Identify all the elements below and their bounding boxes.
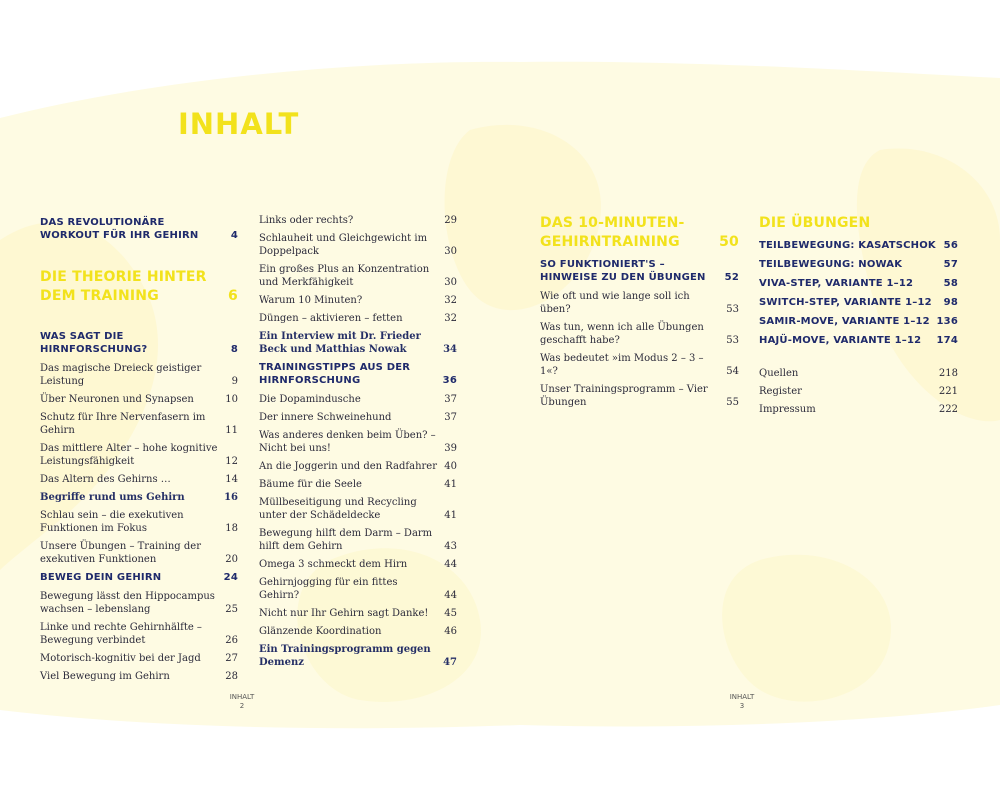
- toc-entry-title: BEWEG DEIN GEHIRN: [40, 572, 162, 583]
- toc-entry-title: Was anderes denken beim Üben? – Nicht bei uns!: [259, 430, 436, 454]
- toc-section-heading[interactable]: [759, 334, 958, 347]
- toc-entry[interactable]: [40, 362, 238, 388]
- toc-page-number: 56: [943, 240, 958, 251]
- toc-entry-title: Schutz für Ihre Nervenfasern im Gehirn: [40, 412, 206, 436]
- toc-entry-title: Quellen: [759, 368, 799, 379]
- toc-column-1: [40, 214, 238, 688]
- toc-entry-title: DIE THEORIE HINTER DEM TRAINING: [40, 269, 207, 304]
- toc-page-number: 11: [225, 425, 238, 436]
- toc-entry[interactable]: [259, 214, 457, 227]
- toc-section-heading[interactable]: [759, 258, 958, 271]
- toc-page-number: 8: [230, 344, 238, 355]
- toc-entry-title: TEILBEWEGUNG: NOWAK: [759, 259, 903, 270]
- toc-page-number: 41: [444, 510, 457, 521]
- toc-page-number: 47: [443, 657, 457, 668]
- toc-entry-title: Das magische Dreieck geistiger Leistung: [40, 363, 202, 387]
- toc-entry-title: TRAININGSTIPPS AUS DER HIRNFORSCHUNG: [259, 362, 411, 386]
- toc-entry-title: SWITCH-STEP, VARIANTE 1–12: [759, 297, 932, 308]
- toc-page-number: 10: [225, 394, 238, 405]
- toc-page-number: 46: [444, 626, 457, 637]
- toc-entry[interactable]: [259, 576, 457, 602]
- toc-entry-title: Ein großes Plus an Konzentration und Merkfähigkeit: [259, 264, 430, 288]
- folio-label: INHALT: [229, 693, 255, 701]
- toc-column-3: [540, 214, 739, 414]
- toc-entry-title: Der innere Schweinehund: [259, 412, 392, 423]
- toc-entry-title: HAJÜ-MOVE, VARIANTE 1–12: [759, 335, 922, 346]
- toc-page-number: 222: [938, 404, 958, 415]
- toc-page-number: 18: [225, 523, 238, 534]
- toc-entry-title: Was bedeutet »im Modus 2 – 3 – 1«?: [540, 353, 704, 377]
- toc-entry[interactable]: [259, 625, 457, 638]
- toc-page-number: 58: [943, 278, 958, 289]
- toc-entry[interactable]: [540, 290, 739, 316]
- toc-section-heading[interactable]: [40, 330, 238, 356]
- toc-page-number: 30: [444, 246, 457, 257]
- toc-entry-title: Unser Trainingsprogramm – Vier Übungen: [540, 384, 708, 408]
- toc-page-number: 43: [444, 541, 457, 552]
- toc-entry[interactable]: [759, 367, 958, 380]
- toc-entry-title: Nicht nur Ihr Gehirn sagt Danke!: [259, 608, 429, 619]
- toc-section-heading[interactable]: [759, 239, 958, 252]
- toc-entry[interactable]: [759, 403, 958, 416]
- toc-entry-title: Begriffe rund ums Gehirn: [40, 492, 185, 503]
- toc-page-number: 44: [444, 559, 457, 570]
- toc-entry-title: Links oder rechts?: [259, 215, 354, 226]
- toc-page-number: 32: [444, 313, 457, 324]
- toc-page-number: 9: [231, 376, 238, 387]
- toc-page-number: 54: [726, 366, 739, 377]
- toc-entry-title: Impressum: [759, 404, 816, 415]
- toc-section-heading[interactable]: [540, 258, 739, 284]
- toc-entry-title: Bäume für die Seele: [259, 479, 362, 490]
- toc-entry[interactable]: [259, 393, 457, 406]
- toc-entry-title: VIVA-STEP, VARIANTE 1–12: [759, 278, 914, 289]
- folio-number: 3: [739, 702, 745, 710]
- toc-entry-title: An die Joggerin und den Radfahrer: [259, 461, 437, 472]
- toc-page-number: 136: [936, 316, 958, 327]
- toc-page-number: 4: [230, 230, 238, 241]
- toc-entry-title: Schlauheit und Gleichgewicht im Doppelpack: [259, 233, 428, 257]
- folio-right: [722, 693, 762, 711]
- toc-entry-title: Omega 3 schmeckt dem Hirn: [259, 559, 408, 570]
- toc-section-heading[interactable]: [259, 361, 457, 387]
- toc-page-number: 44: [444, 590, 457, 601]
- toc-page-number: 36: [442, 375, 457, 386]
- toc-entry[interactable]: [259, 429, 457, 455]
- toc-entry-title: Das Altern des Gehirns …: [40, 474, 171, 485]
- toc-entry[interactable]: [259, 330, 457, 356]
- toc-entry-title: Düngen – aktivieren – fetten: [259, 313, 403, 324]
- toc-page-number: 37: [444, 394, 457, 405]
- toc-entry-title: DAS 10-MINUTEN-GEHIRNTRAINING: [540, 215, 685, 250]
- toc-entry-title: Bewegung hilft dem Darm – Darm hilft dem Gehirn: [259, 528, 433, 552]
- toc-page-number: 16: [224, 492, 238, 503]
- toc-section-heading[interactable]: [40, 268, 238, 306]
- toc-entry-title: Register: [759, 386, 802, 397]
- toc-page-number: 40: [444, 461, 457, 472]
- toc-entry[interactable]: [40, 442, 238, 468]
- toc-entry[interactable]: [259, 263, 457, 289]
- toc-entry-title: Unsere Übungen – Training der exekutiven Funktionen: [40, 541, 201, 565]
- toc-entry-title: Glänzende Koordination: [259, 626, 382, 637]
- toc-page-number: 29: [444, 215, 457, 226]
- toc-entry[interactable]: [40, 670, 238, 683]
- toc-section-heading[interactable]: [759, 214, 958, 233]
- toc-entry[interactable]: [540, 352, 739, 378]
- toc-entry[interactable]: [259, 607, 457, 620]
- toc-entry[interactable]: [259, 527, 457, 553]
- toc-entry-title: DIE ÜBUNGEN: [759, 215, 871, 231]
- toc-page-number: 45: [444, 608, 457, 619]
- toc-page-number: 53: [726, 304, 739, 315]
- toc-entry-title: Schlau sein – die exekutiven Funktionen im Fokus: [40, 510, 184, 534]
- toc-entry[interactable]: [540, 321, 739, 347]
- toc-page-number: 32: [444, 295, 457, 306]
- toc-entry[interactable]: [259, 411, 457, 424]
- toc-entry[interactable]: [259, 478, 457, 491]
- toc-entry[interactable]: [259, 460, 457, 473]
- toc-entry-title: SAMIR-MOVE, VARIANTE 1–12: [759, 316, 930, 327]
- toc-entry[interactable]: [40, 491, 238, 504]
- page-title: INHALT: [178, 107, 300, 141]
- toc-entry[interactable]: [259, 294, 457, 307]
- toc-entry-title: Motorisch-kognitiv bei der Jagd: [40, 653, 201, 664]
- toc-entry[interactable]: [259, 232, 457, 258]
- folio-label: INHALT: [729, 693, 755, 701]
- toc-entry-title: WAS SAGT DIE HIRNFORSCHUNG?: [40, 331, 148, 355]
- toc-entry-title: Was tun, wenn ich alle Übungen geschafft habe?: [540, 322, 704, 346]
- toc-page-number: 218: [938, 368, 958, 379]
- toc-entry-title: DAS REVOLUTIONÄRE WORKOUT FÜR IHR GEHIRN: [40, 217, 199, 241]
- toc-entry[interactable]: [40, 590, 238, 616]
- toc-section-heading[interactable]: [759, 277, 958, 290]
- toc-page-number: 6: [228, 288, 238, 304]
- toc-page-number: 55: [726, 397, 739, 408]
- toc-entry-title: Ein Trainingsprogramm gegen Demenz: [259, 644, 431, 668]
- toc-page-number: 50: [719, 234, 739, 250]
- toc-page-number: 98: [943, 297, 958, 308]
- toc-entry-title: TEILBEWEGUNG: KASATSCHOK: [759, 240, 936, 251]
- toc-entry[interactable]: [259, 496, 457, 522]
- toc-page-number: 52: [724, 272, 739, 283]
- toc-section-heading[interactable]: [759, 315, 958, 328]
- toc-page-number: 221: [938, 386, 958, 397]
- toc-entry[interactable]: [40, 393, 238, 406]
- toc-entry[interactable]: [40, 411, 238, 437]
- toc-page-number: 12: [225, 456, 238, 467]
- toc-entry-title: Das mittlere Alter – hohe kognitive Leistungsfähigkeit: [40, 443, 218, 467]
- toc-entry-title: Gehirnjogging für ein fittes Gehirn?: [259, 577, 398, 601]
- toc-entry-title: Müllbeseitigung und Recycling unter der Schädeldecke: [259, 497, 417, 521]
- toc-entry[interactable]: [40, 540, 238, 566]
- toc-entry-title: Warum 10 Minuten?: [259, 295, 363, 306]
- toc-entry[interactable]: [40, 473, 238, 486]
- toc-page-number: 34: [443, 344, 457, 355]
- folio-number: 2: [239, 702, 245, 710]
- toc-page-number: 27: [225, 653, 238, 664]
- toc-page-number: 20: [225, 554, 238, 565]
- toc-page-number: 28: [225, 671, 238, 682]
- toc-section-heading[interactable]: [40, 216, 238, 242]
- toc-page-number: 39: [444, 443, 457, 454]
- toc-entry-title: SO FUNKTIONIERT'S – HINWEISE ZU DEN ÜBUNGEN: [540, 259, 706, 283]
- toc-page-number: 41: [444, 479, 457, 490]
- toc-page-number: 174: [936, 335, 958, 346]
- toc-page-number: 37: [444, 412, 457, 423]
- toc-entry-title: Ein Interview mit Dr. Frieder Beck und Matthias Nowak: [259, 331, 421, 355]
- toc-page-number: 24: [223, 572, 238, 583]
- toc-entry-title: Über Neuronen und Synapsen: [40, 394, 194, 405]
- toc-entry[interactable]: [259, 312, 457, 325]
- toc-page-number: 53: [726, 335, 739, 346]
- toc-column-4: [759, 214, 958, 421]
- toc-page-number: 25: [225, 604, 238, 615]
- folio-left: [222, 693, 262, 711]
- toc-entry[interactable]: [40, 652, 238, 665]
- toc-entry[interactable]: [40, 509, 238, 535]
- toc-section-heading[interactable]: [759, 296, 958, 309]
- toc-entry-title: Wie oft und wie lange soll ich üben?: [540, 291, 690, 315]
- toc-entry-title: Viel Bewegung im Gehirn: [40, 671, 170, 682]
- toc-entry[interactable]: [259, 558, 457, 571]
- toc-entry-title: Bewegung lässt den Hippocampus wachsen – lebenslang: [40, 591, 215, 615]
- toc-entry-title: Linke und rechte Gehirnhälfte – Bewegung verbindet: [40, 622, 202, 646]
- toc-entry-title: Die Dopamindusche: [259, 394, 361, 405]
- toc-page-number: 57: [943, 259, 958, 270]
- toc-section-heading[interactable]: [540, 214, 739, 252]
- toc-entry[interactable]: [40, 621, 238, 647]
- toc-entry[interactable]: [540, 383, 739, 409]
- toc-column-2: [259, 214, 457, 674]
- toc-spacer: [759, 353, 958, 367]
- toc-entry[interactable]: [759, 385, 958, 398]
- toc-page-number: 14: [225, 474, 238, 485]
- toc-entry[interactable]: [259, 643, 457, 669]
- toc-page-number: 26: [225, 635, 238, 646]
- toc-section-heading[interactable]: [40, 571, 238, 584]
- toc-page-number: 30: [444, 277, 457, 288]
